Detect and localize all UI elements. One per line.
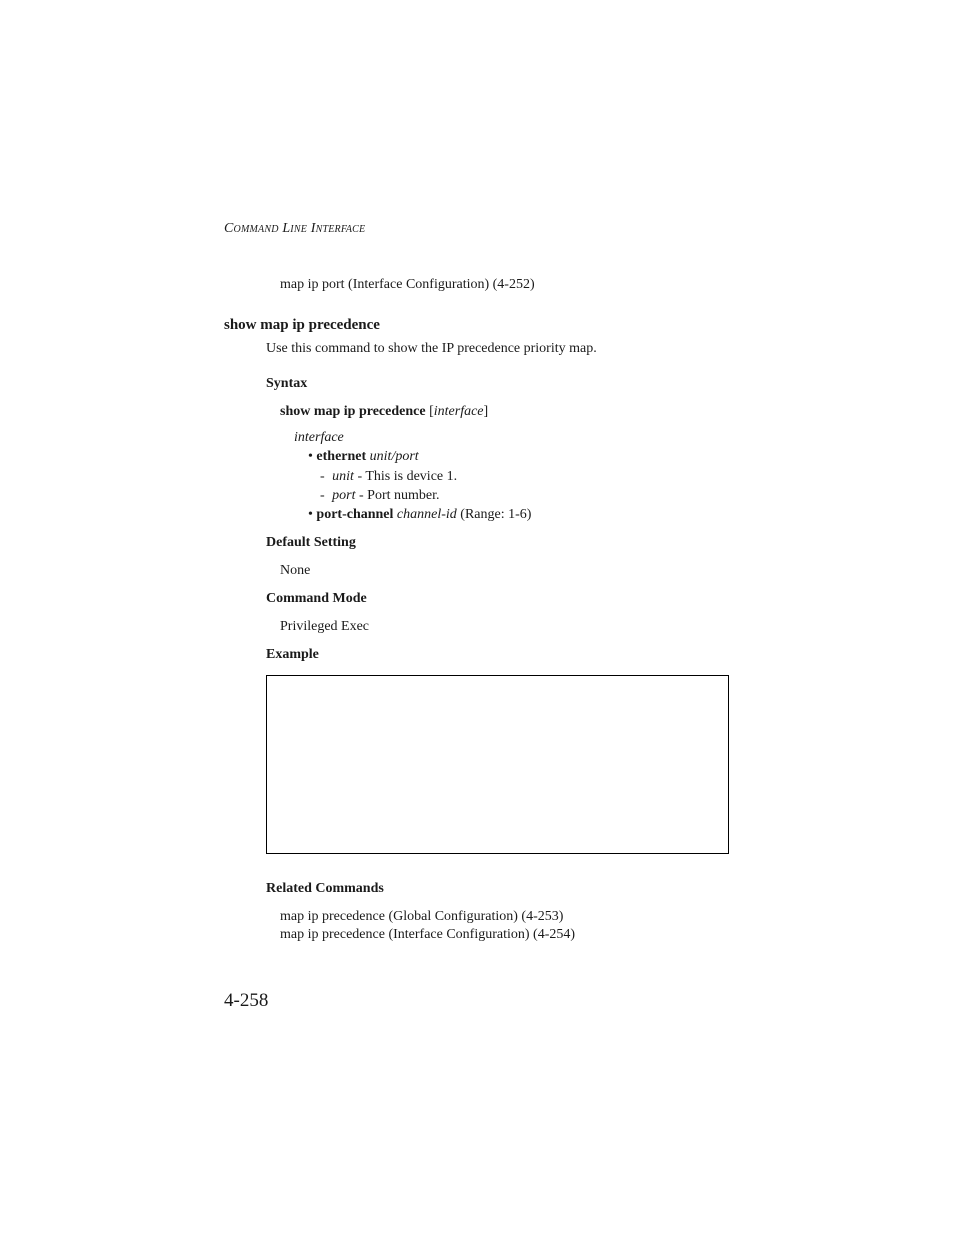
example-heading: Example <box>266 647 319 662</box>
sub-item-dash: - <box>320 488 325 503</box>
default-setting-value: None <box>280 563 311 578</box>
syntax-bracket-open: [ <box>429 404 434 419</box>
example-box <box>266 675 729 854</box>
syntax-param: interface <box>433 404 484 419</box>
command-mode-heading: Command Mode <box>266 591 367 606</box>
syntax-heading: Syntax <box>266 376 308 391</box>
param-label: interface <box>294 430 344 445</box>
default-setting-heading: Default Setting <box>266 535 356 550</box>
bullet-arg: channel-id <box>396 507 457 522</box>
bullet-ethernet <box>308 449 419 465</box>
related-command-item: map ip precedence (Interface Configuration) (4-254) <box>280 927 576 942</box>
sub-item-text: - Port number. <box>359 488 440 503</box>
bullet-port-channel <box>308 507 531 523</box>
section-title: show map ip precedence <box>224 317 380 333</box>
bullet-keyword: port-channel <box>316 507 394 522</box>
bullet-note: (Range: 1-6) <box>460 507 532 522</box>
running-header: Command Line Interface <box>224 221 366 236</box>
sub-item-term: port <box>332 488 356 503</box>
section-description: Use this command to show the IP precedence priority map. <box>266 341 597 356</box>
command-mode-value: Privileged Exec <box>280 619 370 634</box>
syntax-bracket-close: ] <box>483 404 489 419</box>
page-number: 4-258 <box>224 990 269 1011</box>
bullet-glyph: • <box>308 449 313 464</box>
bullet-arg: unit/port <box>369 449 419 464</box>
prev-related-command: map ip port (Interface Configuration) (4-252) <box>280 277 535 292</box>
bullet-glyph: • <box>308 507 313 522</box>
sub-item-dash: - <box>320 469 325 484</box>
sub-item-port <box>320 488 440 504</box>
related-command-item: map ip precedence (Global Configuration) (4-253) <box>280 909 564 924</box>
bullet-keyword: ethernet <box>316 449 367 464</box>
syntax-line <box>280 404 488 420</box>
sub-item-term: unit <box>332 469 354 484</box>
syntax-command: show map ip precedence <box>280 404 426 419</box>
sub-item-text: - This is device 1. <box>357 469 458 484</box>
related-commands-heading: Related Commands <box>266 881 384 896</box>
sub-item-unit <box>320 469 457 485</box>
